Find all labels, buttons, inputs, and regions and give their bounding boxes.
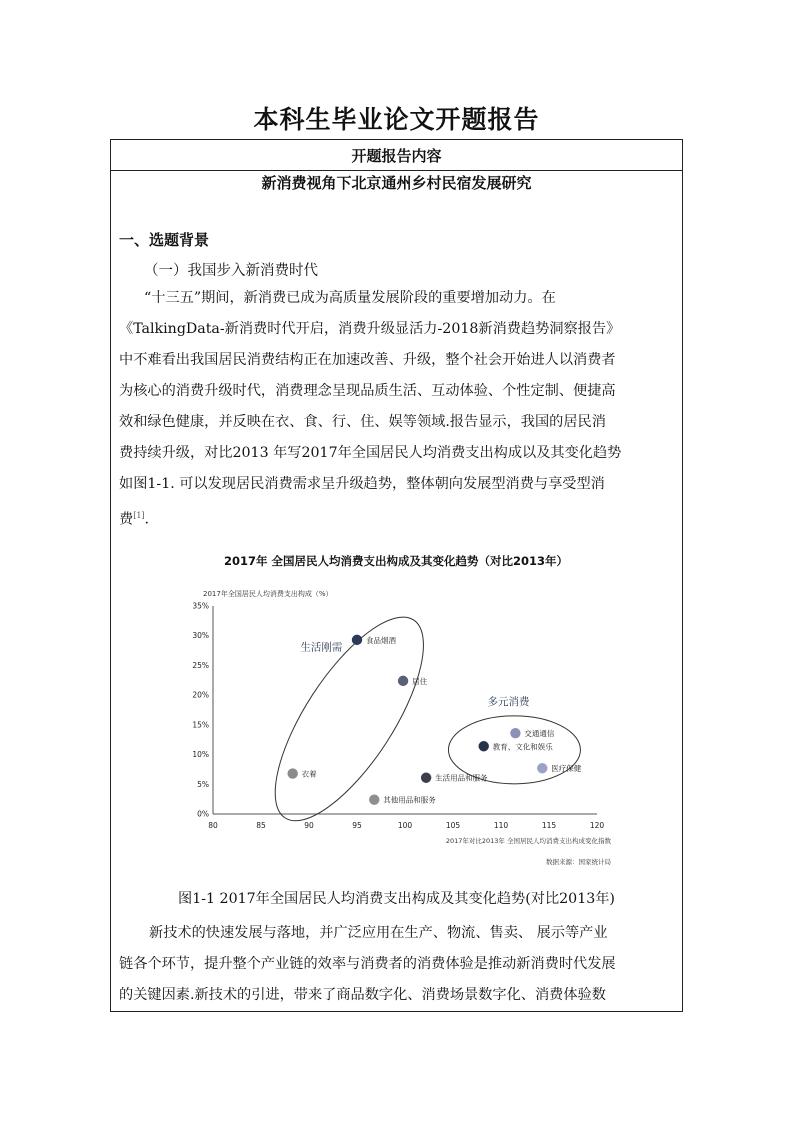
table-header: [111, 140, 682, 171]
chart-points: [287, 635, 581, 805]
x-tick-label: 120: [589, 821, 605, 830]
figure-caption: 图1-1 2017年全国居民人均消费支出构成及其变化趋势(对比2013年): [178, 891, 615, 907]
paragraph-tail: 费: [119, 511, 134, 528]
report-table: [110, 139, 683, 1012]
y-tick-label: 5%: [197, 779, 209, 789]
data-point: [287, 768, 297, 778]
paragraph-line: 费持续升级，对比2013 年写2017年全国居民人均消费支出构成以及其变化趋势: [119, 445, 622, 461]
x-tick-label: 80: [208, 821, 218, 830]
data-point-label: 居住: [412, 676, 428, 686]
paragraph-line: 《TalkingData-新消费时代开启，消费升级显活力-2018新消费趋势洞察报告》: [119, 321, 621, 337]
data-point: [369, 795, 379, 805]
data-point: [537, 763, 547, 773]
y-tick-label: 30%: [192, 631, 209, 641]
chart-y-label: 2017年全国居民人均消费支出构成（%）: [203, 590, 333, 598]
y-tick-label: 35%: [192, 601, 209, 611]
chart-groups: [248, 596, 580, 842]
consumption-chart: [151, 542, 641, 882]
paragraph-line: [119, 500, 679, 536]
data-point: [352, 635, 362, 645]
data-point-label: 教育、文化和娱乐: [492, 742, 553, 752]
y-tick-label: 0%: [197, 809, 209, 819]
x-tick-label: 95: [352, 821, 362, 830]
data-point: [398, 676, 408, 686]
y-tick-label: 20%: [192, 690, 209, 700]
y-tick-label: 25%: [192, 660, 209, 670]
section-heading: 一、选题背景: [119, 231, 210, 249]
table-header-label: 开题报告内容: [351, 146, 442, 165]
x-tick-label: 100: [397, 821, 413, 830]
citation-marker[interactable]: [1]: [133, 511, 145, 520]
data-point-label: 食品烟酒: [366, 635, 396, 645]
paragraph-line: 中不难看出我国居民消费结构正在加速改善、升级，整个社会开始进人以消费者: [119, 352, 616, 368]
x-tick-label: 90: [304, 821, 314, 830]
x-tick-label: 115: [541, 821, 557, 830]
paragraph-line: 的关键因素.新技术的引进，带来了商品数字化、消费场景数字化、消费体验数: [119, 987, 606, 1003]
chart-source: 数据来源：国家统计局: [546, 858, 611, 866]
data-point-label: 交通通信: [524, 729, 555, 739]
data-point: [479, 741, 489, 751]
paragraph-2: [119, 918, 679, 1011]
paragraph-line: “十三五”期间，新消费已成为高质量发展阶段的重要增加动力。在: [144, 290, 556, 306]
data-point-label: 其他用品和服务: [383, 795, 436, 805]
paragraph-end: .: [144, 511, 150, 528]
paragraph-line: 新技术的快速发展与落地，并广泛应用在生产、物流、售卖、 展示等产业: [149, 925, 608, 941]
data-point: [421, 773, 431, 783]
paragraph-1: [119, 283, 679, 536]
paragraph-line: 为核心的消费升级时代，消费理念呈现品质生活、互动体验、个性定制、便捷高: [119, 383, 616, 399]
data-point-label: 生活用品和服务: [435, 773, 488, 783]
group-ellipse-daily: [248, 596, 450, 842]
data-point: [510, 728, 520, 738]
group-label-daily: 生活刚需: [300, 641, 343, 654]
y-tick-label: 15%: [192, 720, 209, 730]
document-title: 本科生毕业论文开题报告: [253, 105, 540, 134]
thesis-subject: 新消费视角下北京通州乡村民宿发展研究: [261, 174, 532, 192]
x-tick-label: 110: [493, 821, 509, 830]
paragraph-line: 如图1-1. 可以发现居民消费需求呈升级趋势，整体朝向发展型消费与享受型消: [119, 476, 605, 492]
x-tick-label: 85: [256, 821, 266, 830]
data-point-label: 衣着: [301, 769, 317, 779]
paragraph-line: 效和绿色健康，并反映在衣、食、行、住、娱等领域.报告显示，我国的居民消: [119, 414, 606, 430]
subsection-heading: （一）我国步入新消费时代: [144, 263, 318, 279]
group-label-diverse: 多元消费: [487, 696, 530, 709]
y-tick-label: 10%: [192, 750, 209, 760]
paragraph-line: 链各个环节，提升整个产业链的效率与消费者的消费体验是推动新消费时代发展: [119, 956, 616, 972]
data-point-label: 医疗保健: [551, 764, 582, 774]
x-tick-label: 105: [445, 821, 461, 830]
chart-x-label: 2017年对比2013年 全国居民人均消费支出构成变化指数: [445, 837, 611, 845]
chart-title: 2017年 全国居民人均消费支出构成及其变化趋势（对比2013年）: [223, 554, 569, 568]
